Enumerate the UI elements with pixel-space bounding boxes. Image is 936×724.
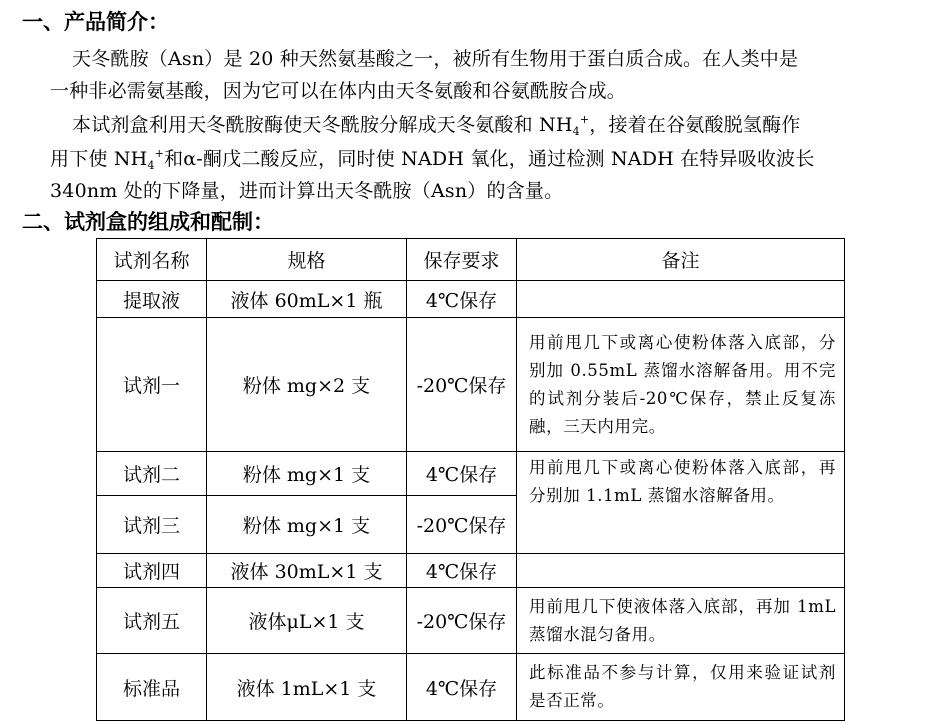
reagent-note: 用前甩几下使液体落入底部，再加 1mL 蒸馏水混匀备用。 [517,588,845,654]
table-row [97,318,845,452]
reagent-storage: -20℃保存 [407,318,517,452]
intro-paragraph-1-line-2: 一种非必需氨基酸，因为它可以在体内由天冬氨酸和谷氨酰胺合成。 [50,80,627,102]
reagent-name: 试剂一 [97,318,207,452]
column-header-name: 试剂名称 [97,239,207,281]
reagent-name: 标准品 [97,654,207,721]
reagent-spec: 粉体 mg×2 支 [207,318,407,452]
reagent-storage: 4℃保存 [407,654,517,721]
reagent-note: 此标准品不参与计算，仅用来验证试剂是否正常。 [517,654,845,721]
reagent-spec: 液体 1mL×1 支 [207,654,407,721]
column-header-note: 备注 [517,239,845,281]
column-header-storage: 保存要求 [407,239,517,281]
reagent-storage: -20℃保存 [407,588,517,654]
reagent-name: 试剂五 [97,588,207,654]
table-row [97,588,845,654]
table-row [97,554,845,588]
reagent-note [517,554,845,588]
table-header-row [97,239,845,281]
reagent-storage: -20℃保存 [407,496,517,554]
table-row [97,654,845,721]
reagent-note: 用前甩几下或离心使粉体落入底部，分别加 0.55mL 蒸馏水溶解备用。用不完的试剂分装后-20℃保存，禁止反复冻融，三天内用完。 [517,318,845,452]
reagent-storage: 4℃保存 [407,554,517,588]
reagent-name: 试剂四 [97,554,207,588]
reagent-spec: 液体 60mL×1 瓶 [207,281,407,318]
intro-paragraph-2-line-2: 用下使 $NH_4^+$和α-酮戊二酸反应，同时使 NADH 氧化，通过检测 NADH 在特异吸收波长 [50,147,815,172]
reagent-name: 试剂二 [97,452,207,496]
reagent-note: 用前甩几下或离心使粉体落入底部，再分别加 1.1mL 蒸馏水溶解备用。 [517,452,845,554]
intro-paragraph-2-line-1: 本试剂盒利用天冬酰胺酶使天冬酰胺分解成天冬氨酸和 $NH_4^+$，接着在谷氨酸脱氢酶作 [72,113,801,138]
reagent-spec: 液体 30mL×1 支 [207,554,407,588]
reagent-table [96,238,845,721]
reagent-spec: 粉体 mg×1 支 [207,452,407,496]
reagent-name: 试剂三 [97,496,207,554]
reagent-storage: 4℃保存 [407,281,517,318]
table-row [97,281,845,318]
reagent-spec: 粉体 mg×1 支 [207,496,407,554]
reagent-spec: 液体μL×1 支 [207,588,407,654]
reagent-note [517,281,845,318]
reagent-storage: 4℃保存 [407,452,517,496]
section-heading-intro: 一、产品简介： [22,10,169,34]
column-header-spec: 规格 [207,239,407,281]
table-row [97,452,845,496]
intro-paragraph-2-line-3: 340nm 处的下降量，进而计算出天冬酰胺（Asn）的含量。 [50,180,564,202]
section-heading-kit-composition: 二、试剂盒的组成和配制： [22,210,274,234]
reagent-name: 提取液 [97,281,207,318]
intro-paragraph-1-line-1: 天冬酰胺（Asn）是 20 种天然氨基酸之一，被所有生物用于蛋白质合成。在人类中是 [72,48,799,70]
